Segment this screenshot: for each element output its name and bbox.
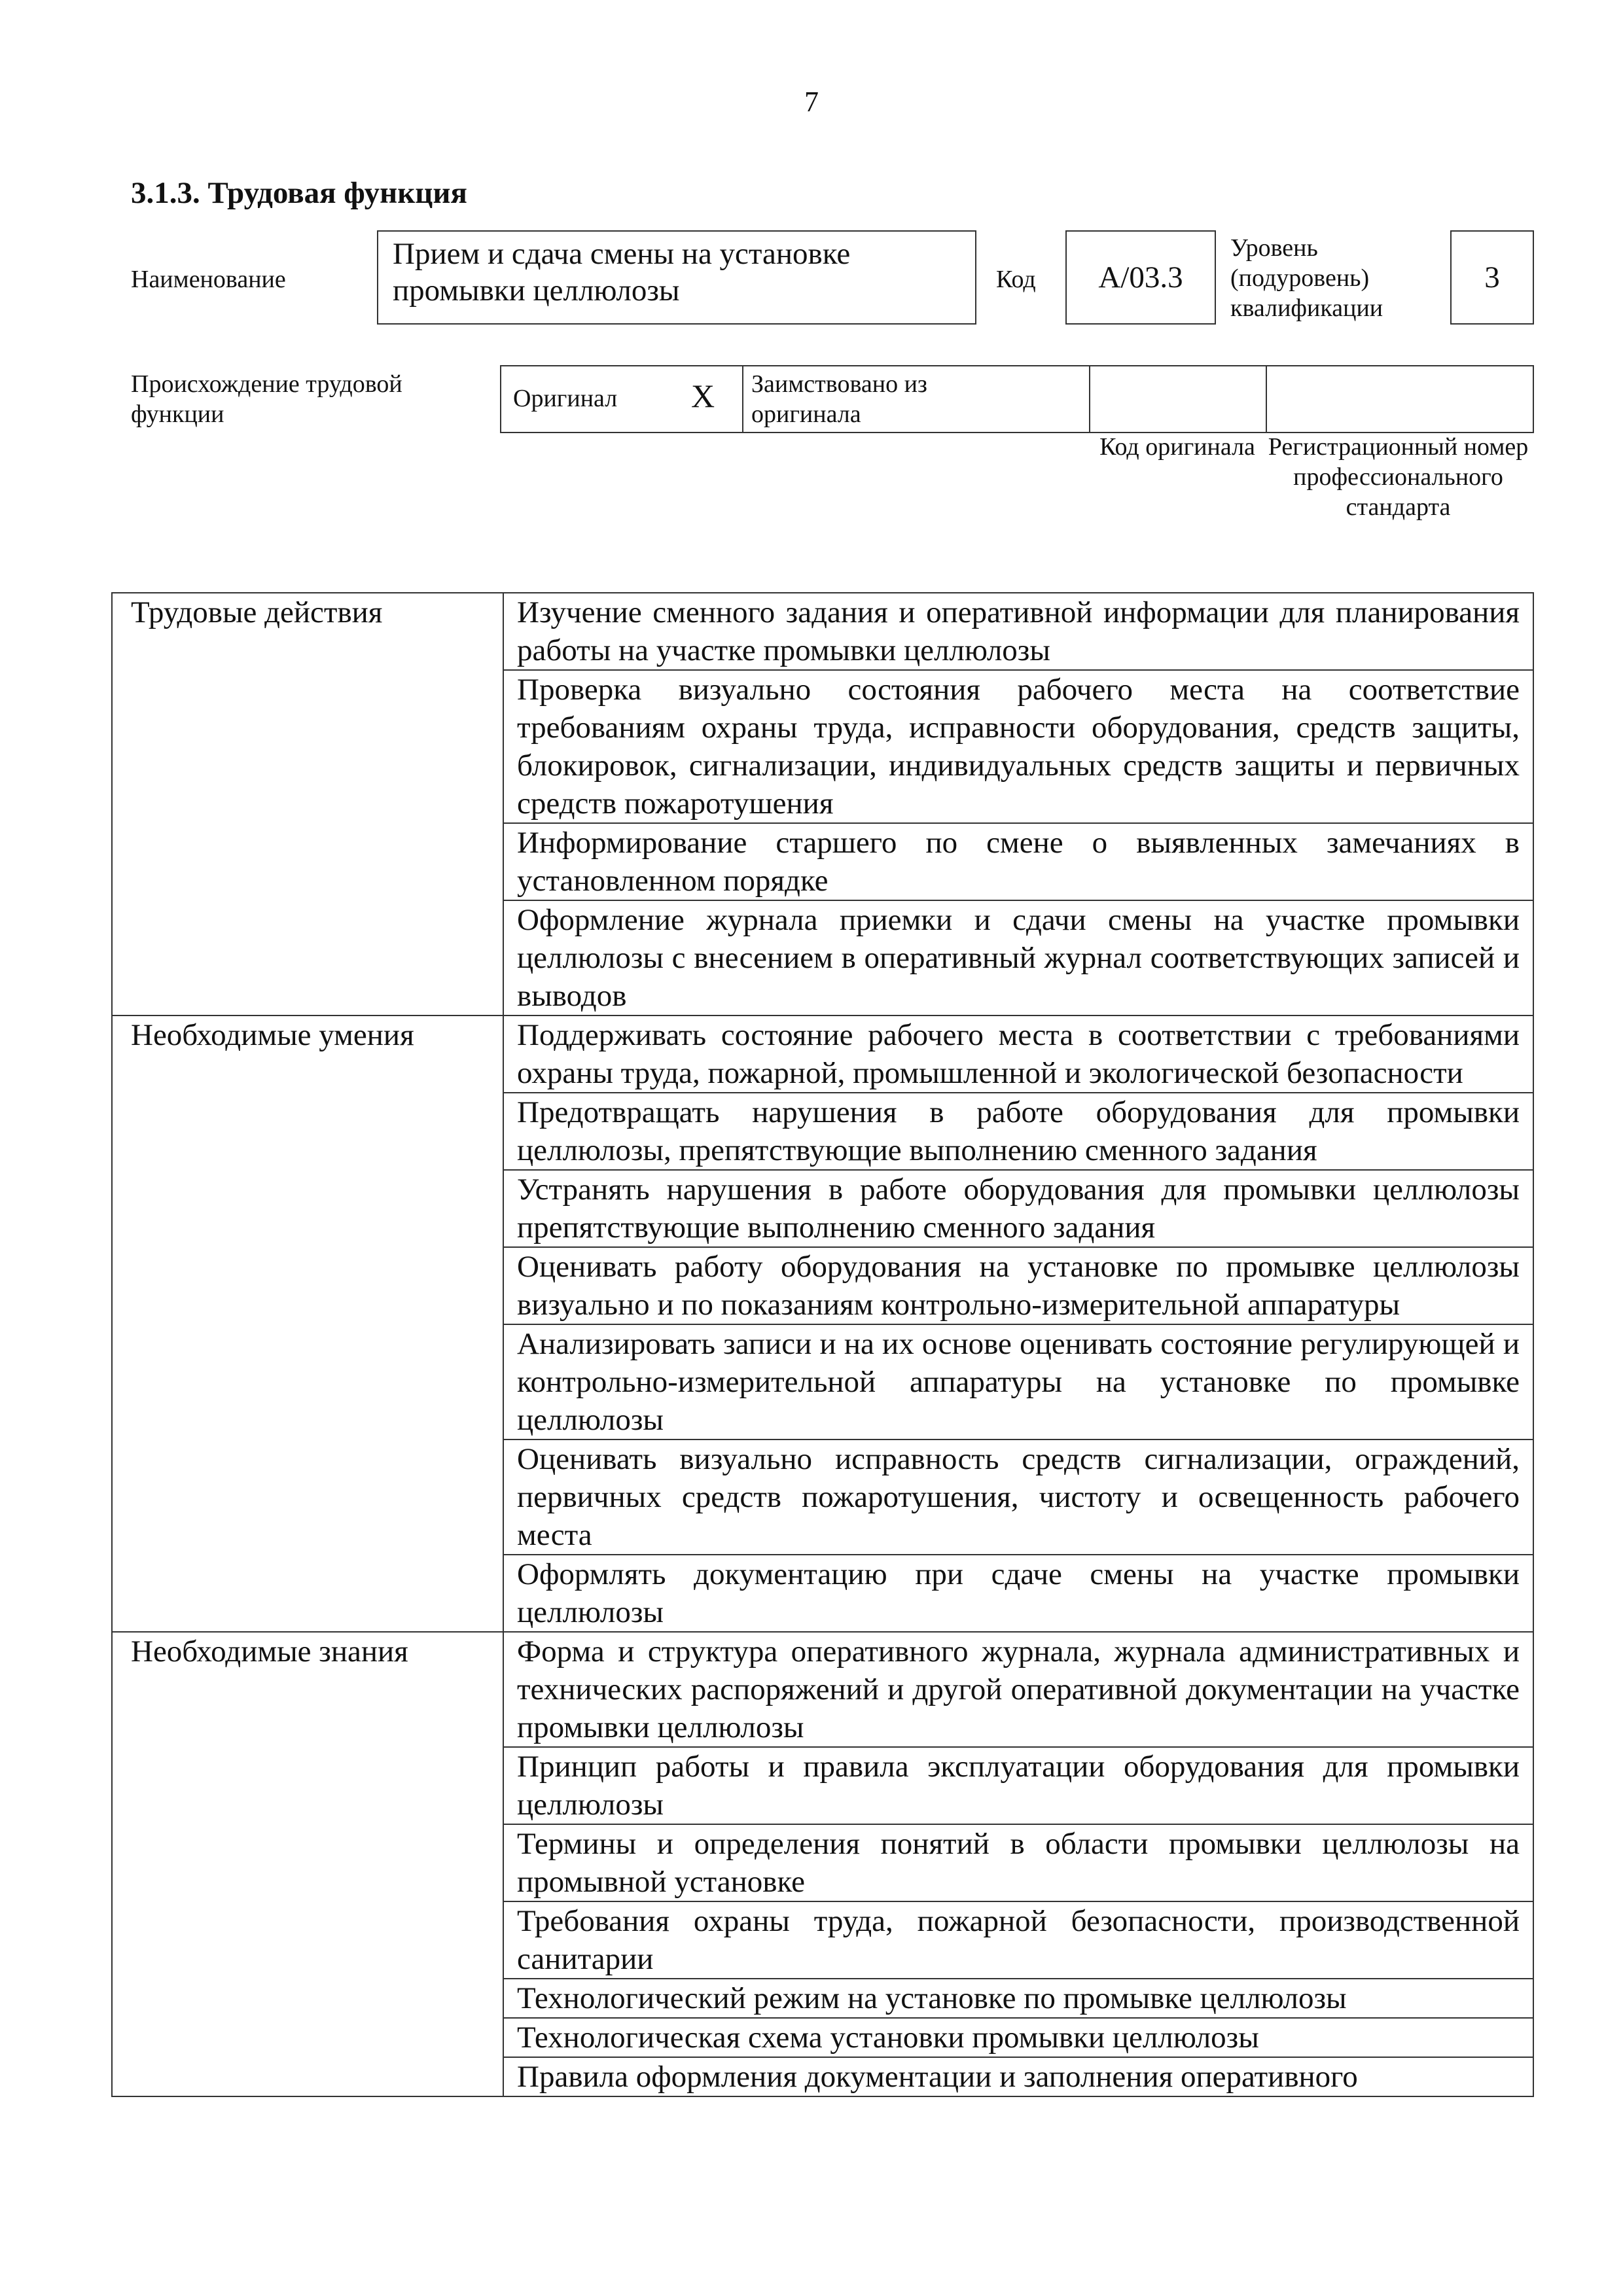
borrowed-label: Заимствовано из оригинала — [751, 370, 927, 428]
table-item: Технологическая схема установки промывки целлюлозы — [503, 2018, 1533, 2057]
table-item: Оценивать визуально исправность средств сигнализации, ограждений, первичных средств пожаротушения, чистоту и освещенность рабочего места — [503, 1439, 1533, 1555]
code-value: A/03.3 — [1098, 260, 1183, 294]
table-item: Информирование старшего по смене о выявленных замечаниях в установленном порядке — [503, 823, 1533, 900]
table-row — [112, 1016, 1533, 1093]
section-category: Необходимые умения — [112, 1016, 503, 1632]
origin-table — [500, 365, 1534, 433]
table-item: Форма и структура оперативного журнала, журнала административных и технических распоряжений и другой оперативной документации на участке промывки целлюлозы — [503, 1632, 1533, 1747]
table-item: Принцип работы и правила эксплуатации оборудования для промывки целлюлозы — [503, 1747, 1533, 1824]
section-title: 3.1.3. Трудовая функция — [131, 176, 467, 210]
name-label: Наименование — [131, 266, 286, 293]
table-item: Анализировать записи и на их основе оценивать состояние регулирующей и контрольно-измерительной аппаратуры на установке по промывке целлюлозы — [503, 1324, 1533, 1439]
table-item: Правила оформления документации и заполнения оперативного — [503, 2057, 1533, 2096]
table-item: Оформлять документацию при сдаче смены на участке промывки целлюлозы — [503, 1555, 1533, 1632]
original-cell — [501, 366, 743, 432]
code-label: Код — [996, 266, 1036, 293]
origin-label: Происхождение трудовой функции — [131, 370, 402, 428]
section-category: Трудовые действия — [112, 593, 503, 1016]
original-label: Оригинал — [513, 385, 618, 412]
table-item: Требования охраны труда, пожарной безопасности, производственной санитарии — [503, 1901, 1533, 1979]
code-caption: Код оригинала — [1099, 433, 1255, 461]
table-row — [112, 1632, 1533, 1747]
page-number: 7 — [804, 86, 819, 118]
table-item: Оценивать работу оборудования на установке по промывке целлюлозы визуально и по показаниям контрольно-измерительной аппаратуры — [503, 1247, 1533, 1324]
table-item: Термины и определения понятий в области промывки целлюлозы на промывной установке — [503, 1824, 1533, 1901]
table-row — [112, 593, 1533, 670]
level-label: Уровень (подуровень) квалификации — [1230, 234, 1383, 322]
name-value-box — [377, 230, 976, 325]
section-category: Необходимые знания — [112, 1632, 503, 2096]
reg-caption: Регистрационный номер профессионального стандарта — [1268, 433, 1529, 521]
registration-number-cell — [1267, 366, 1532, 432]
table-item: Проверка визуально состояния рабочего места на соответствие требованиям охраны труда, исправности оборудования, средств защиты, блокировок, сигнализации, индивидуальных средств защиты и первичных средств пожаротушения — [503, 670, 1533, 823]
table-item: Изучение сменного задания и оперативной информации для планирования работы на участке промывки целлюлозы — [503, 593, 1533, 670]
borrowed-cell — [743, 366, 1090, 432]
table-item: Предотвращать нарушения в работе оборудования для промывки целлюлозы, препятствующие выполнению сменного задания — [503, 1093, 1533, 1170]
labor-function-table — [111, 592, 1534, 2097]
original-mark: X — [691, 378, 715, 414]
table-item: Технологический режим на установке по промывке целлюлозы — [503, 1979, 1533, 2018]
level-value-box — [1450, 230, 1534, 325]
table-item: Оформление журнала приемки и сдачи смены на участке промывки целлюлозы с внесением в оперативный журнал соответствующих записей и выводов — [503, 900, 1533, 1016]
original-code-cell — [1090, 366, 1267, 432]
table-item: Поддерживать состояние рабочего места в соответствии с требованиями охраны труда, пожарной, промышленной и экологической безопасности — [503, 1016, 1533, 1093]
name-value: Прием и сдача смены на установке промывки целлюлозы — [393, 237, 851, 308]
level-value: 3 — [1484, 260, 1500, 294]
table-item: Устранять нарушения в работе оборудования для промывки целлюлозы препятствующие выполнению сменного задания — [503, 1170, 1533, 1247]
code-value-box — [1065, 230, 1216, 325]
